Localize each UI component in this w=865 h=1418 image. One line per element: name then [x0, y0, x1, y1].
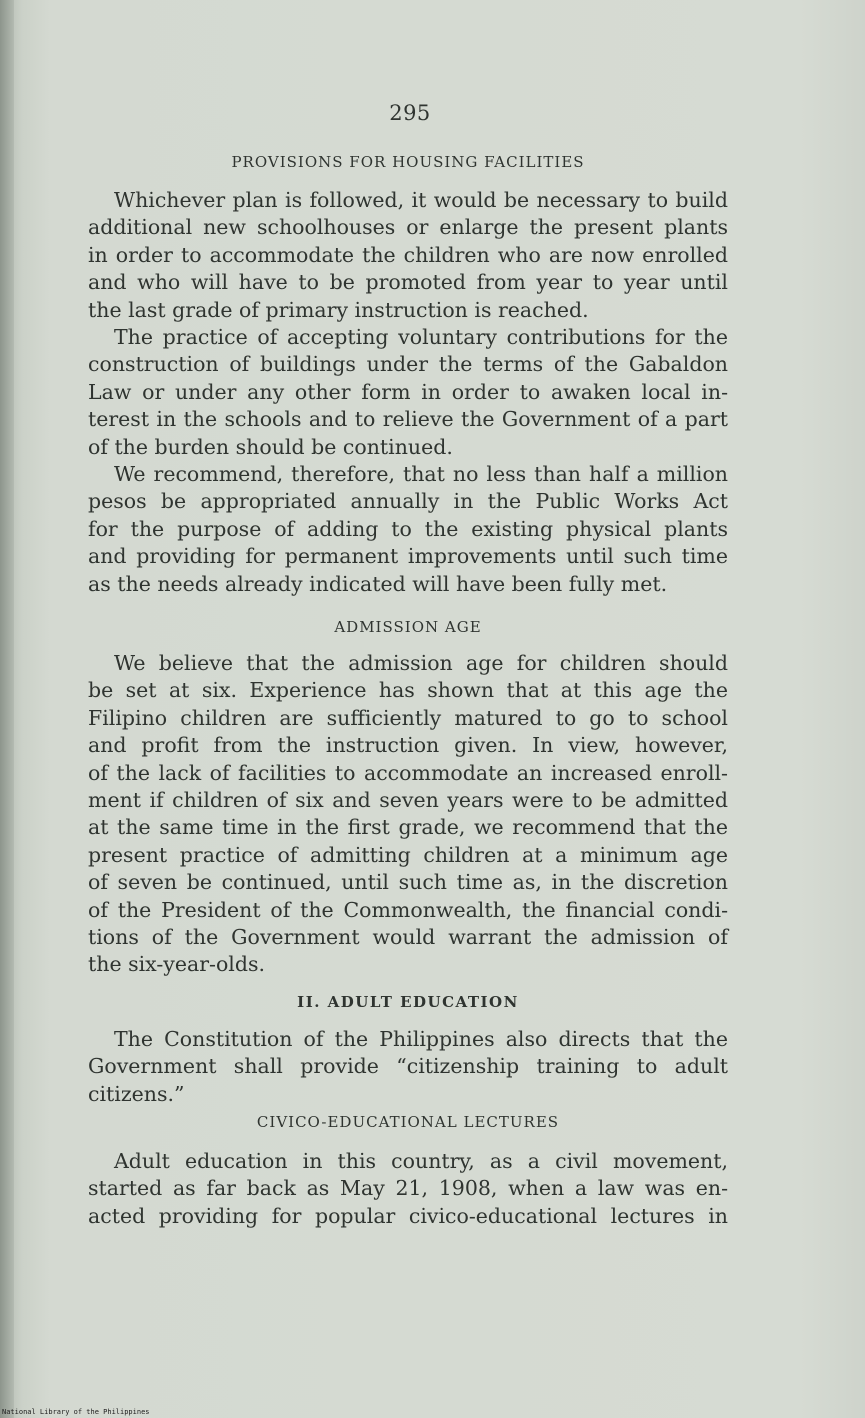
text-line: present practice of admitting children at a minimum age	[88, 842, 728, 867]
text-line: The Constitution of the Philippines also directs that the	[114, 1027, 728, 1051]
text-line: Law or under any other form in order to awaken local in-	[88, 379, 728, 404]
text-line: ment if children of six and seven years were to be admitted	[88, 788, 728, 813]
text-line: the six-year-olds.	[88, 952, 266, 977]
text-line: as the needs already indicated will have been fully met.	[88, 571, 668, 596]
section-heading-admission: ADMISSION AGE	[334, 618, 482, 636]
text-line: the last grade of primary instruction is reached.	[88, 297, 589, 322]
text-line: of the burden should be continued.	[88, 434, 453, 459]
text-line: at the same time in the first grade, we recommend that the	[88, 815, 728, 840]
page-number: 295	[389, 101, 431, 125]
text-line: for the purpose of adding to the existing physical plants	[88, 516, 728, 541]
text-line: started as far back as May 21, 1908, when a law was en-	[88, 1176, 728, 1201]
text-line: terest in the schools and to relieve the Government of a part	[88, 407, 728, 432]
text-line: of seven be continued, until such time as, in the discretion	[88, 870, 728, 895]
text-line: tions of the Government would warrant the admission of	[88, 925, 728, 950]
text-line: in order to accommodate the children who are now enrolled	[88, 242, 728, 267]
library-footer-credit: National Library of the Philippines	[2, 1408, 150, 1416]
paragraph-housing-1	[88, 187, 728, 324]
text-line: Adult education in this country, as a civil movement,	[114, 1149, 728, 1173]
text-line: construction of buildings under the terms of the Gabaldon	[88, 352, 728, 377]
text-line: of the lack of facilities to accommodate an increased enroll-	[88, 760, 728, 785]
text-line: citizens.”	[88, 1081, 185, 1106]
text-line: and providing for permanent improvements until such time	[88, 544, 728, 569]
text-line: We recommend, therefore, that no less than half a million	[114, 462, 728, 486]
text-line: acted providing for popular civico-educational lectures in	[88, 1203, 728, 1228]
text-line: of the President of the Commonwealth, the financial condi-	[88, 897, 728, 922]
page-binding-edge	[0, 0, 14, 1418]
text-line: Government shall provide “citizenship training to adult	[88, 1054, 728, 1079]
text-line: additional new schoolhouses or enlarge the present plants	[88, 215, 728, 240]
section-heading-civico: CIVICO-EDUCATIONAL LECTURES	[256, 1113, 560, 1131]
paragraph-adult-1	[88, 1026, 728, 1108]
section-heading-adult-education: II. ADULT EDUCATION	[297, 993, 519, 1011]
paragraph-housing-3	[88, 461, 728, 598]
paragraph-housing-2	[88, 324, 728, 461]
paragraph-civico-1	[88, 1148, 728, 1230]
text-line: be set at six. Experience has shown that at this age the	[88, 678, 728, 703]
text-line: Whichever plan is followed, it would be necessary to build	[114, 188, 728, 212]
section-heading-housing: PROVISIONS FOR HOUSING FACILITIES	[231, 153, 585, 171]
paragraph-admission-1	[88, 650, 728, 979]
text-line: We believe that the admission age for children should	[114, 651, 728, 675]
text-line: and who will have to be promoted from year to year until	[88, 270, 728, 295]
text-line: and profit from the instruction given. In view, however,	[88, 733, 728, 758]
text-line: pesos be appropriated annually in the Public Works Act	[88, 489, 728, 514]
text-line: Filipino children are sufficiently matured to go to school	[88, 705, 728, 730]
text-line: The practice of accepting voluntary contributions for the	[114, 325, 728, 349]
